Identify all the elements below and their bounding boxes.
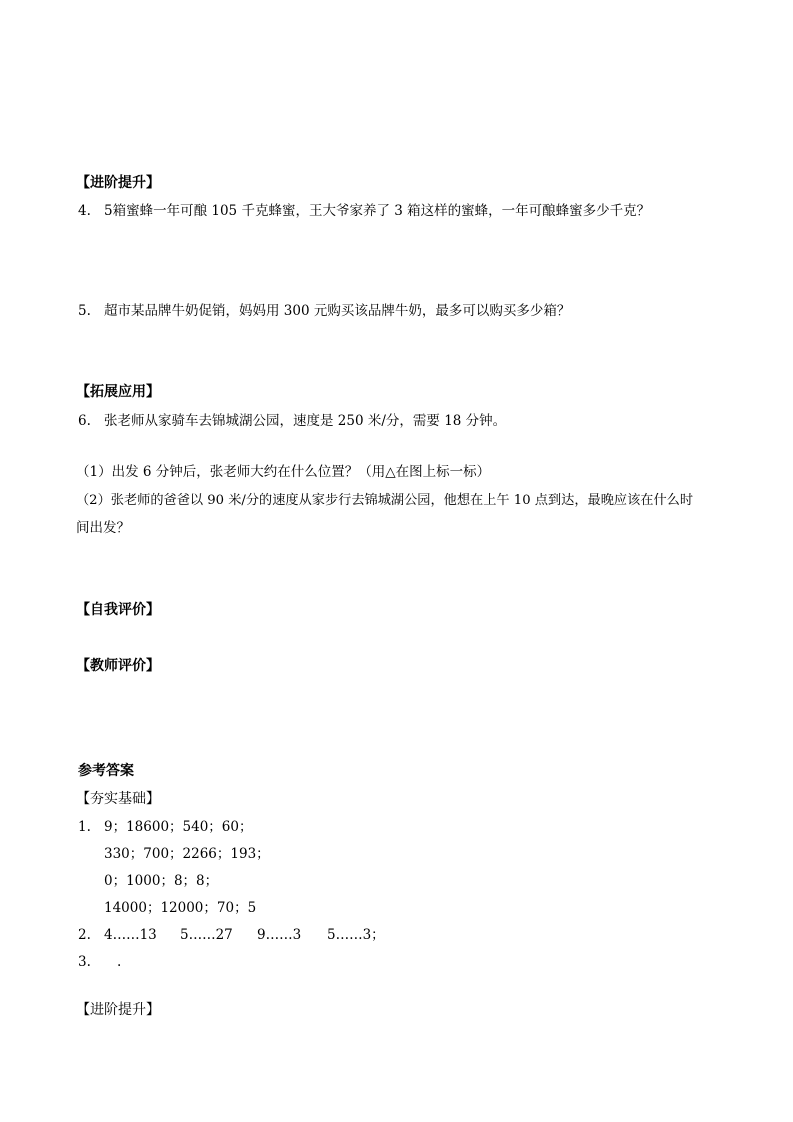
answer-2-item-4: 5……3； — [327, 927, 385, 943]
answer-2-item-3: 9……3 — [257, 927, 302, 943]
section-heading-self-evaluation: 【自我评价】 — [76, 602, 160, 618]
question-4-number: 4. — [78, 203, 91, 219]
answer-1-number: 1. — [78, 819, 91, 835]
question-6-text: 张老师从家骑车去锦城湖公园，速度是 250 米/分，需要 18 分钟。 — [104, 413, 507, 429]
answers-title: 参考答案 — [78, 763, 134, 779]
section-heading-advanced: 【进阶提升】 — [76, 175, 160, 191]
answer-3-number: 3. — [78, 954, 91, 970]
answer-1-line-3: 0；1000；8；8； — [104, 873, 219, 889]
question-6-sub-2-line-2: 间出发？ — [76, 520, 130, 536]
answers-section-advanced: 【进阶提升】 — [76, 1002, 160, 1018]
answer-1-line-4: 14000；12000；70；5 — [104, 900, 257, 916]
answers-section-basic: 【夯实基础】 — [76, 791, 160, 807]
answer-1-line-2: 330；700；2266；193； — [104, 846, 270, 862]
question-4-text: 5箱蜜蜂一年可酿 105 千克蜂蜜，王大爷家养了 3 箱这样的蜜蜂，一年可酿蜂蜜多少千克？ — [104, 203, 651, 219]
question-5-text: 超市某品牌牛奶促销，妈妈用 300 元购买该品牌牛奶，最多可以购买多少箱？ — [104, 303, 571, 319]
question-6-number: 6. — [78, 413, 91, 429]
answer-2-number: 2. — [78, 927, 91, 943]
answer-2-item-1: 4……13 — [104, 927, 157, 943]
answer-1-line-1: 9；18600；540；60； — [104, 819, 253, 835]
answer-2-item-2: 5……27 — [180, 927, 233, 943]
section-heading-teacher-evaluation: 【教师评价】 — [76, 658, 160, 674]
question-5-number: 5. — [78, 303, 91, 319]
question-6-sub-2-line-1: （2）张老师的爸爸以 90 米/分的速度从家步行去锦城湖公园，他想在上午 10 点到达，最晚应该在什么时 — [76, 493, 694, 508]
question-6-sub-1: （1）出发 6 分钟后，张老师大约在什么位置？（用△在图上标一标） — [76, 464, 491, 480]
answer-3-text: . — [117, 954, 122, 970]
section-heading-extension: 【拓展应用】 — [76, 384, 160, 400]
